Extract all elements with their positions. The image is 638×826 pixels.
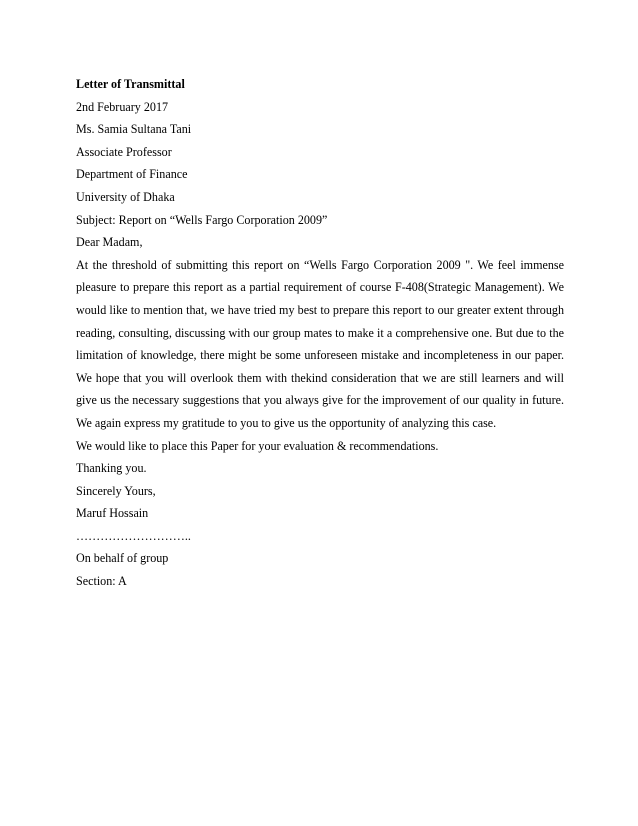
letter-closing: Sincerely Yours, (76, 483, 156, 498)
letter-page (76, 73, 564, 593)
on-behalf-text: On behalf of group (76, 551, 169, 566)
letter-title: Letter of Transmittal (76, 77, 185, 91)
recipient-department: Department of Finance (76, 167, 188, 182)
letter-thanks: Thanking you. (76, 461, 147, 476)
recipient-position: Associate Professor (76, 144, 172, 159)
recipient-name: Ms. Samia Sultana Tani (76, 122, 192, 137)
recipient-institution: University of Dhaka (76, 189, 175, 204)
letter-salutation: Dear Madam, (76, 235, 143, 250)
letter-body-paragraph: At the threshold of submitting this report on “Wells Fargo Corporation 2009 ". We feel immense pleasure to prepare this report as a partial requirement of course F-408(Strategic Management). We would like to mention that, we have tried my best to prepare this report to our greater extent through reading, consulting, discussing with our group mates to make it a comprehensive one. But due to the limitation of knowledge, there might be some unforeseen mistake and incompleteness in our paper. We hope that you will overlook them with thekind consideration that we are still learners and will give us the necessary suggestions that you always give for the improvement of our quality in future. We again express my gratitude to you to give us the opportunity of analyzing this case. (76, 257, 564, 430)
sender-name: Maruf Hossain (76, 506, 149, 521)
letter-subject: Subject: Report on “Wells Fargo Corporation 2009” (76, 212, 328, 227)
section-text: Section: A (76, 574, 127, 589)
letter-date: 2nd February 2017 (76, 99, 169, 114)
letter-request: We would like to place this Paper for your evaluation & recommendations. (76, 438, 439, 453)
signature-line: ……………………….. (76, 528, 191, 543)
